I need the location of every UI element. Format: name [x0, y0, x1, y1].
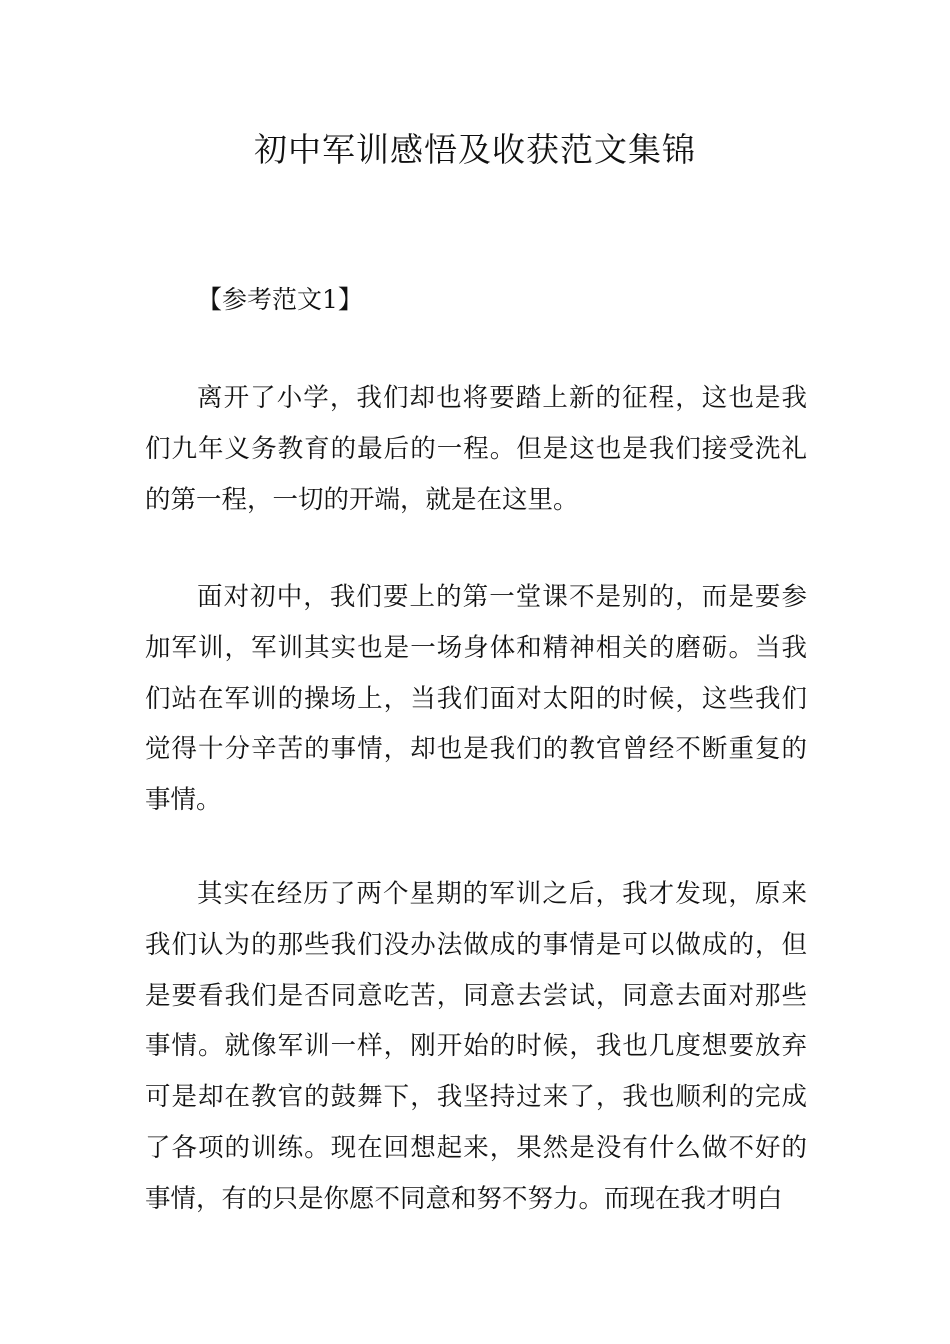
- paragraph-1: 离开了小学，我们却也将要踏上新的征程，这也是我们九年义务教育的最后的一程。但是这也是我们接受洗礼的第一程，一切的开端，就是在这里。: [145, 383, 807, 515]
- paragraph-3: 其实在经历了两个星期的军训之后，我才发现，原来我们认为的那些我们没办法做成的事情是可以做成的，但是要看我们是否同意吃苦，同意去尝试，同意去面对那些事情。就像军训一样，刚开始的时候，我也几度想要放弃可是却在教官的鼓舞下，我坚持过来了，我也顺利的完成了各项的训练。现在回想起来，果然是没有什么做不好的事情，有的只是你愿不同意和努不努力。而现在我才明白: [145, 879, 807, 1214]
- section-label: 【参考范文1】: [197, 285, 363, 314]
- document-title: 初中军训感悟及收获范文集锦: [254, 130, 696, 169]
- paragraph-2: 面对初中，我们要上的第一堂课不是别的，而是要参加军训，军训其实也是一场身体和精神相关的磨砺。当我们站在军训的操场上，当我们面对太阳的时候，这些我们觉得十分辛苦的事情，却也是我们的教官曾经不断重复的事情。: [145, 582, 807, 816]
